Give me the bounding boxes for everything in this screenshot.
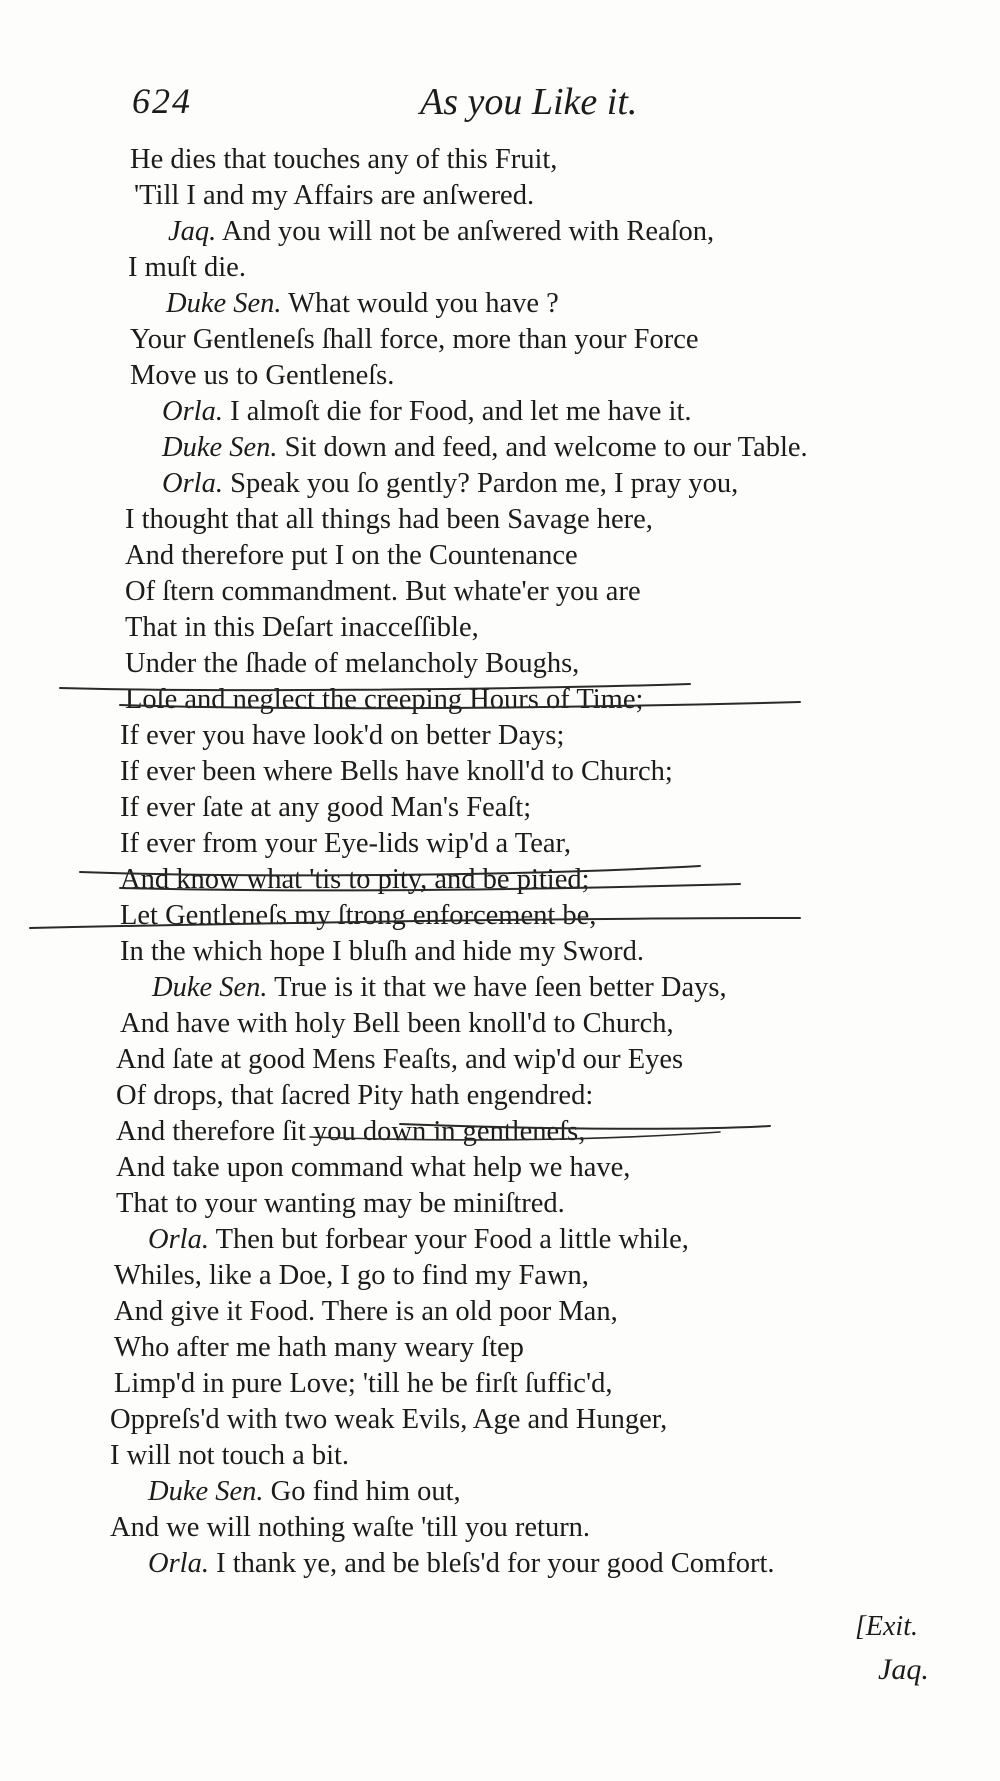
text-line (168, 214, 714, 250)
text-line (120, 1006, 674, 1042)
text-line (125, 574, 641, 610)
line-text: Your Gentleneſs ſhall force, more than your Force (130, 324, 699, 355)
text-line (120, 862, 590, 898)
text-line (148, 1474, 461, 1510)
page-number: 624 (132, 81, 192, 121)
line-text: Go find him out, (270, 1476, 461, 1507)
line-text: Let Gentleneſs my ſtrong enforcement be, (120, 900, 597, 931)
text-line (130, 322, 699, 358)
stage-direction: [Exit. (855, 1611, 918, 1642)
speaker-name: Orla. (162, 396, 223, 427)
line-text: If ever from your Eye-lids wip'd a Tear, (120, 828, 571, 859)
text-line (125, 538, 578, 574)
line-text: That in this Deſart inacceſſible, (125, 612, 479, 643)
text-line (166, 286, 559, 322)
speaker-name: Duke Sen. (166, 288, 282, 319)
speaker-name: Orla. (148, 1548, 209, 1579)
line-text: Loſe and neglect the creeping Hours of Time; (125, 684, 644, 715)
running-title: As you Like it. (420, 81, 638, 123)
line-text: I thank ye, and be bleſs'd for your good Comfort. (216, 1548, 775, 1579)
line-text: And take upon command what help we have, (116, 1152, 631, 1183)
text-line (162, 466, 738, 502)
text-line (114, 1366, 612, 1402)
line-text: 'Till I and my Affairs are anſwered. (134, 180, 535, 211)
text-line (125, 646, 579, 682)
line-text: Limp'd in pure Love; 'till he be firſt ſuffic'd, (114, 1368, 613, 1399)
line-text: Of drops, that ſacred Pity hath engendred: (116, 1080, 594, 1111)
line-text: Who after me hath many weary ſtep (114, 1332, 524, 1363)
line-text: Speak you ſo gently? Pardon me, I pray you, (230, 468, 739, 499)
line-text: Move us to Gentleneſs. (130, 360, 395, 391)
text-line (130, 358, 394, 394)
line-text: Under the ſhade of melancholy Boughs, (125, 648, 580, 679)
line-text: True is it that we have ſeen better Days, (274, 972, 727, 1003)
text-line (130, 142, 557, 178)
text-line (162, 394, 692, 430)
text-line (114, 1294, 618, 1330)
text-line (116, 1042, 683, 1078)
text-line (125, 682, 643, 718)
line-text: I will not touch a bit. (110, 1440, 350, 1471)
line-text: I almoſt die for Food, and let me have it. (230, 396, 692, 427)
text-line (120, 718, 564, 754)
running-header (132, 80, 922, 132)
text-line (148, 1222, 689, 1258)
line-text: Of ſtern commandment. But whate'er you are (125, 576, 641, 607)
line-text: Oppreſs'd with two weak Evils, Age and Hunger, (110, 1404, 668, 1435)
text-line (120, 754, 673, 790)
speaker-name: Orla. (162, 468, 223, 499)
line-text: And therefore put I on the Countenance (125, 540, 578, 571)
speaker-name: Duke Sen. (162, 432, 278, 463)
line-text: And therefore ſit you down in gentleneſs, (116, 1116, 586, 1147)
line-text: And ſate at good Mens Feaſts, and wip'd our Eyes (116, 1044, 684, 1075)
line-text: And we will nothing waſte 'till you return. (110, 1512, 591, 1543)
line-text: And give it Food. There is an old poor Man, (114, 1296, 618, 1327)
line-text: If ever ſate at any good Man's Feaſt; (120, 792, 532, 823)
speaker-name: Jaq. (168, 216, 217, 247)
text-line (125, 502, 653, 538)
text-line (116, 1150, 630, 1186)
line-text: I muſt die. (128, 252, 246, 283)
text-line (148, 1546, 775, 1582)
line-text: Whiles, like a Doe, I go to find my Fawn, (114, 1260, 589, 1291)
text-line (116, 1186, 565, 1222)
text-line (128, 250, 246, 286)
line-text: If ever you have look'd on better Days; (120, 720, 565, 751)
line-text: He dies that touches any of this Fruit, (130, 144, 558, 175)
text-line (125, 610, 479, 646)
text-line (110, 1402, 667, 1438)
line-text: And know what 'tis to pity, and be pitied; (120, 864, 590, 895)
text-line (120, 898, 596, 934)
text-line (120, 790, 531, 826)
speaker-name: Orla. (148, 1224, 209, 1255)
line-text: Then but forbear your Food a little while, (215, 1224, 689, 1255)
line-text: And have with holy Bell been knoll'd to Church, (120, 1008, 674, 1039)
line-text: That to your wanting may be miniſtred. (116, 1188, 565, 1219)
line-text: Sit down and feed, and welcome to our Table. (284, 432, 808, 463)
text-line (114, 1258, 589, 1294)
text-line (110, 1438, 349, 1474)
line-text: And you will not be anſwered with Reaſon, (221, 216, 715, 247)
line-text: In the which hope I bluſh and hide my Sword. (120, 936, 644, 967)
text-line (110, 1510, 590, 1546)
speaker-name: Duke Sen. (148, 1476, 264, 1507)
text-line (120, 934, 644, 970)
speaker-name: Duke Sen. (152, 972, 268, 1003)
catchword: Jaq. (878, 1653, 929, 1686)
text-line (162, 430, 808, 466)
line-text: I thought that all things had been Savage here, (125, 504, 653, 535)
text-line (116, 1078, 593, 1114)
text-line (134, 178, 534, 214)
line-text: If ever been where Bells have knoll'd to Church; (120, 756, 673, 787)
line-text: What would you have ? (288, 288, 559, 319)
text-line (152, 970, 727, 1006)
text-line (120, 826, 571, 862)
text-line (114, 1330, 524, 1366)
text-line (116, 1114, 585, 1150)
